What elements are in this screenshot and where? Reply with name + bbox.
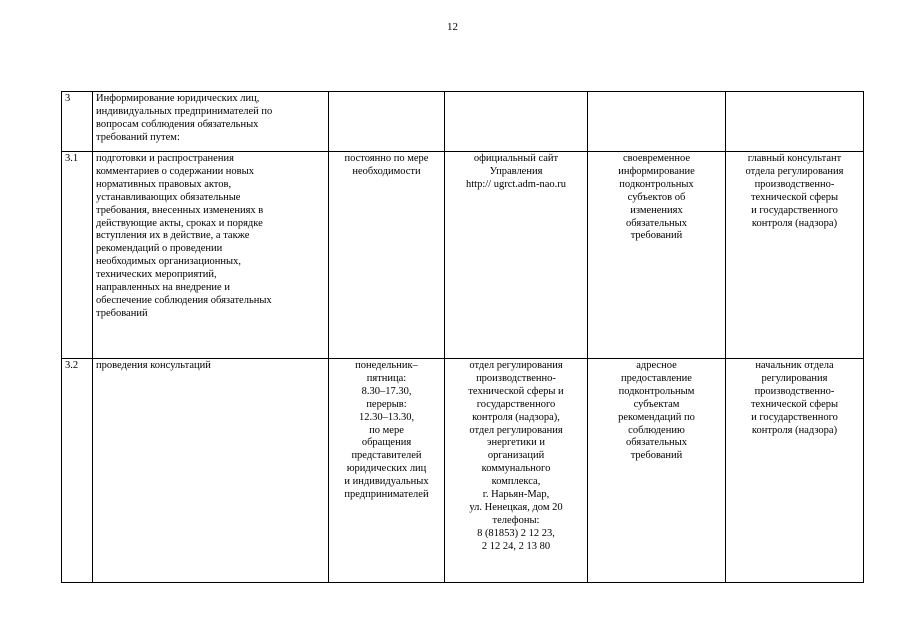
cell-text-line: нормативных правовых актов, (96, 178, 232, 190)
cell-text-line: действующие акты, сроках и порядке (96, 217, 263, 229)
cell-text-line: контроля (надзора), (472, 411, 560, 423)
measure-responsible (726, 152, 864, 359)
cell-text-line: г. Нарьян-Мар, (482, 489, 550, 501)
measure-timing (329, 152, 445, 359)
row-number: 3.2 (62, 359, 93, 583)
cell-text-line: главный консультант (747, 153, 842, 164)
cell-text-line: требований (96, 307, 148, 319)
cell-text-line: рекомендаций по (618, 411, 695, 423)
cell-text-line: устанавливающих обязательные (96, 191, 241, 203)
measure-description (93, 152, 329, 359)
cell-text-line: адресное (636, 360, 677, 371)
measure-timing (329, 359, 445, 583)
cell-text-line: постоянно по мере (344, 153, 429, 164)
cell-text-line: проведения консультаций (96, 360, 211, 371)
cell-text-line: вступления их в действие, а также (96, 230, 250, 242)
cell-text-line: коммунального (481, 463, 551, 475)
cell-text-line: технической сферы (750, 191, 839, 203)
row-number: 3 (62, 92, 93, 152)
cell-text-line: требований путем: (96, 131, 180, 143)
cell-text-line: требований (630, 230, 683, 242)
cell-text-line: своевременное (622, 153, 691, 164)
cell-text-line: подконтрольным (618, 385, 695, 397)
cell-text-line: энергетики и (486, 437, 546, 449)
cell-text-line: обязательных (626, 217, 687, 229)
cell-text-line: предоставление (621, 372, 692, 384)
cell-text-line: обеспечение соблюдения обязательных (96, 294, 272, 306)
cell-text-line: индивидуальных предпринимателей по (96, 105, 273, 117)
cell-text-line: перерыв: (366, 398, 407, 410)
cell-text-line: субъектов об (627, 191, 686, 203)
cell-text-line: технических мероприятий, (96, 269, 217, 281)
measure-result (588, 152, 726, 359)
cell-text-line: соблюдению (628, 424, 685, 436)
cell-text-line: вопросам соблюдения обязательных (96, 118, 259, 130)
cell-text-line: контроля (надзора) (751, 424, 838, 436)
cell-text-line: рекомендаций о проведении (96, 243, 223, 255)
cell-text-line: необходимости (352, 165, 421, 177)
cell-text-line: технической сферы и (468, 385, 564, 397)
cell-text-line: отдел регулирования (469, 424, 563, 436)
cell-text-line: и государственного (751, 204, 838, 216)
cell-text-line: обращения (361, 437, 412, 449)
table-row (62, 92, 864, 152)
measures-table (61, 91, 864, 583)
cell-text-line: регулирования (761, 372, 828, 384)
measure-result (588, 92, 726, 152)
cell-text-line: предпринимателей (344, 489, 429, 501)
cell-text-line: и государственного (751, 411, 838, 423)
cell-text-line: 2 12 24, 2 13 80 (481, 540, 551, 552)
cell-text-line: направленных на внедрение и (96, 282, 230, 294)
cell-text-line: юридических лиц (346, 463, 427, 475)
cell-text-line: субъектам (633, 398, 680, 410)
cell-text-line: технической сферы (750, 398, 839, 410)
cell-text-line: производственно- (476, 372, 556, 384)
cell-text-line: понедельник– (355, 360, 418, 371)
measure-responsible (726, 359, 864, 583)
row-number: 3.1 (62, 152, 93, 359)
measure-timing (329, 92, 445, 152)
cell-text-line: требования, внесенных изменениях в (96, 204, 264, 216)
measure-description (93, 359, 329, 583)
measure-channel (445, 92, 588, 152)
cell-text-line: Управления (489, 165, 543, 177)
cell-text-line: Информирование юридических лиц, (96, 93, 260, 104)
measure-channel (445, 359, 588, 583)
cell-text-line: официальный сайт (473, 153, 559, 164)
cell-text-line: начальник отдела (755, 360, 834, 371)
cell-text-line: изменениях (630, 204, 683, 216)
table-row (62, 359, 864, 583)
cell-text-line: и индивидуальных (344, 476, 429, 488)
measure-channel (445, 152, 588, 359)
cell-text-line: необходимых организационных, (96, 256, 241, 268)
measure-result (588, 359, 726, 583)
cell-text-line: информирование (618, 165, 695, 177)
measure-description (93, 92, 329, 152)
cell-text-line: требований (630, 450, 683, 462)
cell-text-line: государственного (476, 398, 556, 410)
page-number: 12 (447, 21, 458, 33)
cell-text-line: контроля (надзора) (751, 217, 838, 229)
measure-responsible (726, 92, 864, 152)
cell-text-line: подконтрольных (619, 178, 694, 190)
cell-text-line: комплекса, (491, 476, 541, 488)
cell-text-line: пятница: (366, 372, 407, 384)
cell-text-line: ул. Ненецкая, дом 20 (469, 501, 563, 513)
cell-text-line: отдел регулирования (469, 360, 563, 371)
cell-text-line: 12.30–13.30, (358, 411, 415, 423)
cell-text-line: представителей (351, 450, 422, 462)
cell-text-line: телефоны: (492, 514, 540, 526)
cell-text-line: 8 (81853) 2 12 23, (477, 527, 555, 539)
cell-text-line: отдела регулирования (745, 165, 844, 177)
cell-text-line: производственно- (754, 178, 835, 190)
table-row (62, 152, 864, 359)
cell-text-line: комментариев о содержании новых (96, 165, 254, 177)
cell-text-line: 8.30–17.30, (361, 385, 412, 397)
cell-text-line: обязательных (626, 437, 687, 449)
cell-text-line: по мере (369, 424, 404, 436)
cell-text-line: подготовки и распространения (96, 153, 234, 164)
cell-text-line: производственно- (754, 385, 835, 397)
cell-text-line: организаций (487, 450, 545, 462)
cell-text-line: http:// ugrct.adm-nao.ru (465, 178, 567, 190)
